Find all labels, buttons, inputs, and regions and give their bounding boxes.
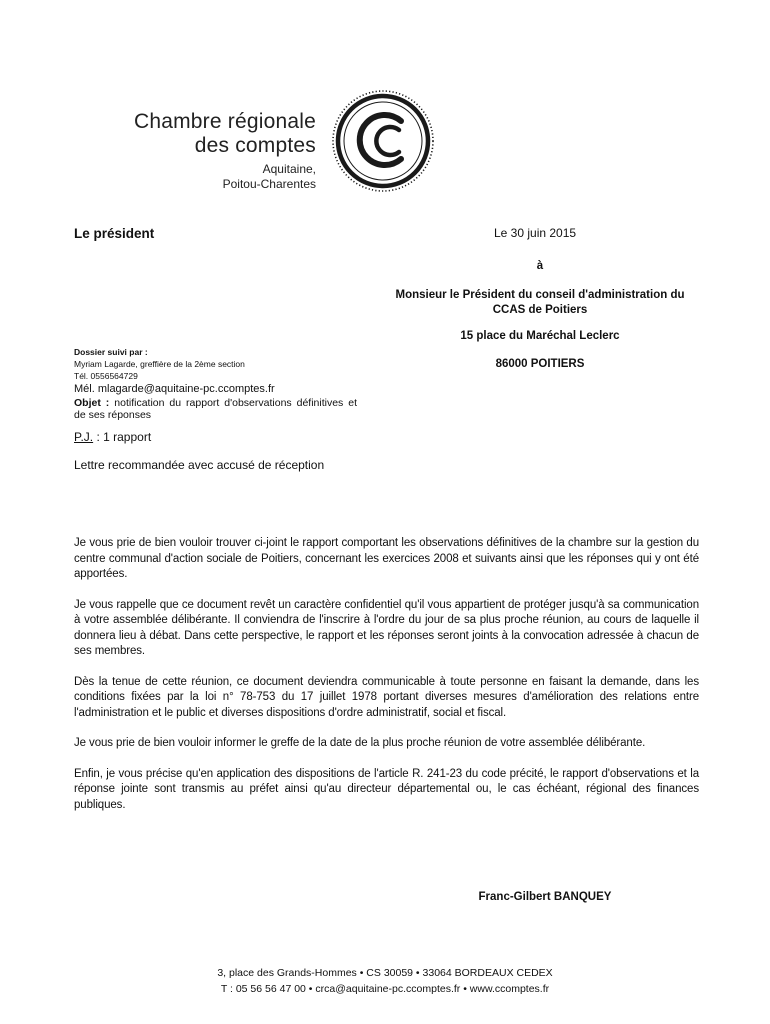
objet-label: Objet :: [74, 397, 110, 409]
org-name-line1: Chambre régionale: [133, 110, 316, 133]
body-paragraph: Je vous prie de bien vouloir informer le greffe de la date de la plus proche réunion de votre assemblée délibérante.: [74, 737, 646, 749]
recipient-city: 86000 POITIERS: [495, 358, 585, 370]
organization-name: [120, 110, 316, 158]
body-paragraph: Enfin, je vous précise qu'en application des dispositions de l'article R. 241-23 du code précité, le rapport d'observations et la réponse jointe sont transmis au préfet ainsi qu'au directeur départemental ou, le cas échéant, régional des finances publiques.: [74, 767, 699, 811]
organization-region: [150, 162, 316, 192]
pj-text: : 1 rapport: [93, 430, 152, 444]
recipient-name-line2: CCAS de Poitiers: [492, 304, 588, 316]
recipient-address: 15 place du Maréchal Leclerc: [460, 330, 620, 342]
letter-body: [74, 536, 699, 828]
pj-label: P.J.: [74, 430, 94, 444]
recipient-name: [370, 288, 710, 318]
dossier-label: Dossier suivi par :: [74, 347, 148, 357]
footer-address: 3, place des Grands-Hommes • CS 30059 • 33064 BORDEAUX CEDEX: [217, 967, 553, 979]
objet-block: [74, 397, 357, 421]
dossier-tel: Tél. 0556564729: [74, 371, 138, 381]
letter-date: Le 30 juin 2015: [494, 226, 577, 240]
dossier-block: [74, 346, 344, 396]
footer-contact: T : 05 56 56 47 00 • crca@aquitaine-pc.ccomptes.fr • www.ccomptes.fr: [220, 983, 550, 995]
org-name-line2: des comptes: [194, 134, 316, 157]
dossier-email: Mél. mlagarde@aquitaine-pc.ccomptes.fr: [74, 383, 275, 395]
recipient-a: à: [536, 260, 544, 272]
objet-text: notification du rapport d'observations définitives et de ses réponses: [74, 397, 358, 421]
signatory-name: Franc-Gilbert BANQUEY: [478, 891, 612, 903]
dossier-person: Myriam Lagarde, greffière de la 2ème section: [74, 359, 245, 369]
body-paragraph: Dès la tenue de cette réunion, ce document deviendra communicable à toute personne en faisant la demande, dans les conditions fixées par la loi n° 78-753 du 17 juillet 1978 portant diverses mesures d'amélioration des relations entre l'administration et le public et diverses dispositions d'ordre administratif, social et fiscal.: [74, 675, 699, 719]
recipient-name-line1: Monsieur le Président du conseil d'administration du: [395, 289, 685, 301]
sender-title: Le président: [74, 226, 155, 241]
region-line2: Poitou-Charentes: [222, 177, 316, 191]
body-paragraph: Je vous rappelle que ce document revêt un caractère confidentiel qu'il vous appartient de protéger jusqu'à sa communication à votre assemblée délibérante. Il conviendra de l'inscrire à l'ordre du jour de sa plus proche réunion, au cours de laquelle il donnera lieu à débat. Dans cette perspective, le rapport et les réponses seront joints à la convocation adressée à chacun de ses membres.: [74, 598, 699, 657]
registered-letter-note: Lettre recommandée avec accusé de réception: [74, 458, 325, 472]
page-footer: [100, 965, 670, 997]
pj-line: [74, 430, 151, 444]
body-paragraph: Je vous prie de bien vouloir trouver ci-joint le rapport comportant les observations définitives de la chambre sur la gestion du centre communal d'action sociale de Poitiers, concernant les exercices 2008 et suivants ainsi que les réponses qui y ont été apportées.: [74, 537, 699, 580]
cc-seal-logo: [330, 88, 436, 194]
region-line1: Aquitaine,: [262, 162, 316, 176]
